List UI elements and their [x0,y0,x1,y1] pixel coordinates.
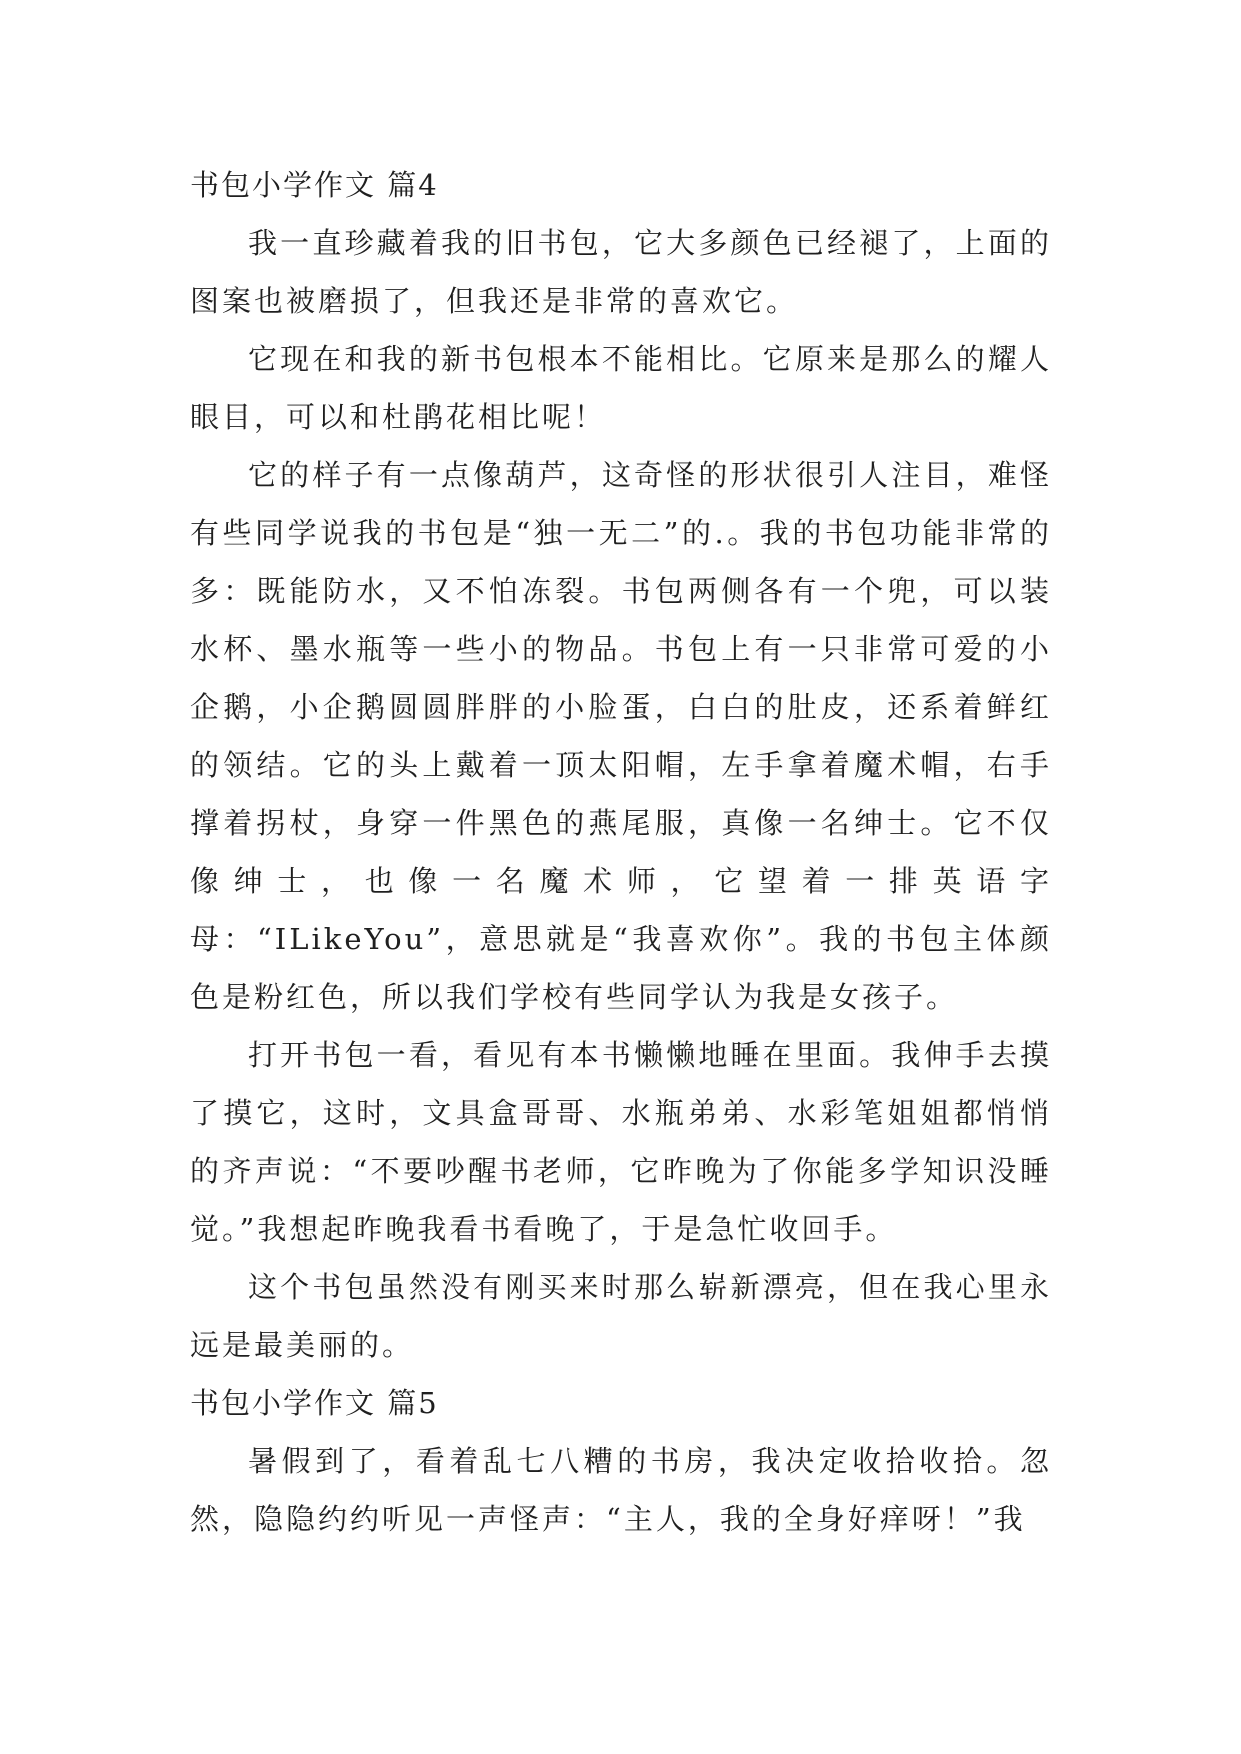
paragraph: 这个书包虽然没有刚买来时那么崭新漂亮，但在我心里永远是最美丽的。 [190,1270,1052,1362]
paragraph: 它的样子有一点像葫芦，这奇怪的形状很引人注目，难怪有些同学说我的书包是“独一无二”的.。我的书包功能非常的多：既能防水，又不怕冻裂。书包两侧各有一个兜，可以装水杯、墨水瓶等一些小的物品。书包上有一只非常可爱的小企鹅，小企鹅圆圆胖胖的小脸蛋，白白的肚皮，还系着鲜红的领结。它的头上戴着一顶太阳帽，左手拿着魔术帽，右手撑着拐杖，身穿一件黑色的燕尾服，真像一名绅士。它不仅像绅士，也像一名魔术师，它望着一排英语字母：“ILikeYou”，意思就是“我喜欢你”。我的书包主体颜色是粉红色，所以我们学校有些同学认为我是女孩子。 [190,458,1052,1014]
paragraph: 暑假到了，看着乱七八糟的书房，我决定收拾收拾。忽然，隐隐约约听见一声怪声：“主人，我的全身好痒呀！”我 [190,1444,1052,1536]
article-body [190,156,1052,1548]
paragraph: 我一直珍藏着我的旧书包，它大多颜色已经褪了，上面的图案也被磨损了，但我还是非常的喜欢它。 [190,226,1052,318]
paragraph: 它现在和我的新书包根本不能相比。它原来是那么的耀人眼目，可以和杜鹃花相比呢！ [190,342,1052,434]
section-title: 书包小学作文 篇5 [190,1386,439,1420]
paragraph: 打开书包一看，看见有本书懒懒地睡在里面。我伸手去摸了摸它，这时，文具盒哥哥、水瓶弟弟、水彩笔姐姐都悄悄的齐声说：“不要吵醒书老师，它昨晚为了你能多学知识没睡觉。”我想起昨晚我看书看晚了，于是急忙收回手。 [190,1038,1052,1246]
section-title: 书包小学作文 篇4 [190,168,439,202]
